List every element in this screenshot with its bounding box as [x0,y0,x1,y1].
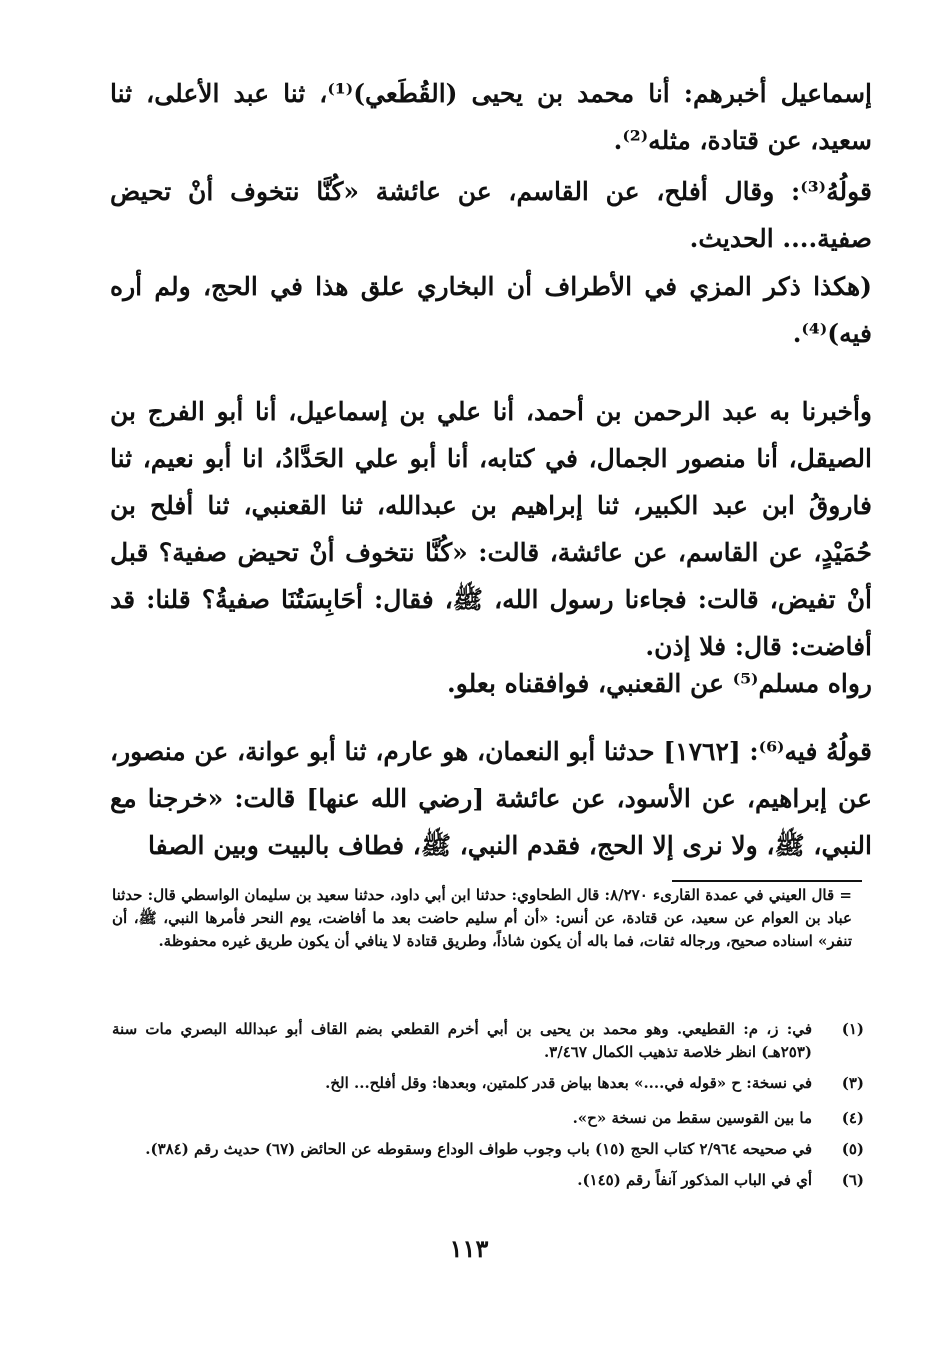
footnote-number: (٣) [841,1074,864,1092]
footnote-text: أي في الباب المذكور آنفاً رقم (١٤٥). [577,1171,812,1189]
footnote-number: (٥) [841,1140,864,1158]
footnote-number: (٦) [841,1171,864,1189]
footnote-list [112,1018,864,1200]
footnote-number: (٤) [841,1109,864,1127]
footnote-item [112,1018,864,1064]
main-text-block-4 [110,388,872,670]
main-text-block-5 [110,660,872,707]
footnote-text: ما بين القوسين سقط من نسخة «ح». [572,1109,812,1127]
footnote-text: في: ز، م: القطيعي. وهو محمد بن يحيى بن أبي أخرم القطعي بضم القاف أبو عبدالله البصري مات سنة (٢٥٣هـ) انظر خلاصة تذهيب الكمال ٣/٤٦٧. [112,1020,812,1061]
footnote-text: في نسخة: ح «قوله في....» بعدها بياض قدر كلمتين، وبعدها: وقل أفلح... الخ. [325,1074,812,1092]
main-text-block-3 [110,263,872,357]
footnote-item [112,1169,864,1192]
footnote-text: في صحيحه ٢/٩٦٤ كتاب الحج (١٥) باب وجوب طواف الوداع وسقوطه عن الحائض (٦٧) حديث رقم (٣٨٤). [145,1140,812,1158]
main-text-block-2 [110,168,872,262]
main-text-block-1 [110,70,872,164]
footnote-continuation: = قال العيني في عمدة القارىء ٨/٢٧٠: قال الطحاوي: حدثنا ابن أبي داود، حدثنا سعيد بن سليمان الواسطي قال: حدثنا عباد بن العوام عن سعيد، عن قتادة، عن أنس: «أن أم سليم حاضت بعد ما أفاضت، يوم النحر فأمرها النبي، ﷺ، أن تنفر» اسناده صحيح، ورجاله ثقات، فما باله أن يكون شاذاً، وطريق قتادة لا ينافي أن يكون طريق غيره محفوظة. [112,886,852,950]
footnote-item [112,1072,864,1095]
paragraph-isnad: إسماعيل أخبرهم: أنا محمد بن يحيى (القُطَعي)⁽¹⁾، ثنا عبد الأعلى، ثنا سعيد، عن قتادة، مثله⁽²⁾. [110,79,872,155]
footnote-item [112,1107,864,1130]
footnote-number: (١) [841,1020,864,1038]
main-text-block-6 [110,728,872,869]
paragraph-hadith-isnad: وأخبرنا به عبد الرحمن بن أحمد، أنا علي بن إسماعيل، أنا أبو الفرج بن الصيقل، أنا منصور الجمال، في كتابه، أنا أبو علي الحَدَّادُ، انا أبو نعيم، ثنا فاروقُ ابن عبد الكبير، ثنا إبراهيم بن عبدالله، ثنا القعنبي، ثنا أفلح بن حُمَيْدٍ، عن القاسم، عن عائشة، قالت: «كُنَّا نتخوف أنْ تحيض صفية؟ قبل أنْ تفيض، قالت: فجاءنا رسول الله، ﷺ، فقال: أحَابِسَتُنَا صفيةُ؟ قلنا: قد أفاضت: قال: فلا إذن. [110,397,873,661]
footnote-item [112,1138,864,1161]
paragraph-qawluhu-aflah: قولُهُ⁽³⁾: وقال أفلح، عن القاسم، عن عائشة «كُنَّا نتخوف أنْ تحيض صفية.... الحديث. [110,177,872,253]
footnote-divider [672,880,862,882]
page-number: ١١٣ [449,1234,489,1263]
paragraph-muslim: رواه مسلم⁽⁵⁾ عن القعنبي، فوافقناه بعلو. [447,669,872,698]
paragraph-1762: قولُهُ فيه⁽⁶⁾: [١٧٦٢] حدثنا أبو النعمان، هو عارم، ثنا أبو عوانة، عن منصور، عن إبراهيم، عن الأسود، عن عائشة [رضي الله عنها] قالت: «خرجنا مع النبي، ﷺ، ولا نرى إلا الحج، فقدم النبي، ﷺ، فطاف بالبيت وبين الصفا [110,737,872,860]
paragraph-mizzi-note: (هكذا ذكر المزي في الأطراف أن البخاري علق هذا في الحج، ولم أره فيه)⁽⁴⁾. [110,272,872,348]
